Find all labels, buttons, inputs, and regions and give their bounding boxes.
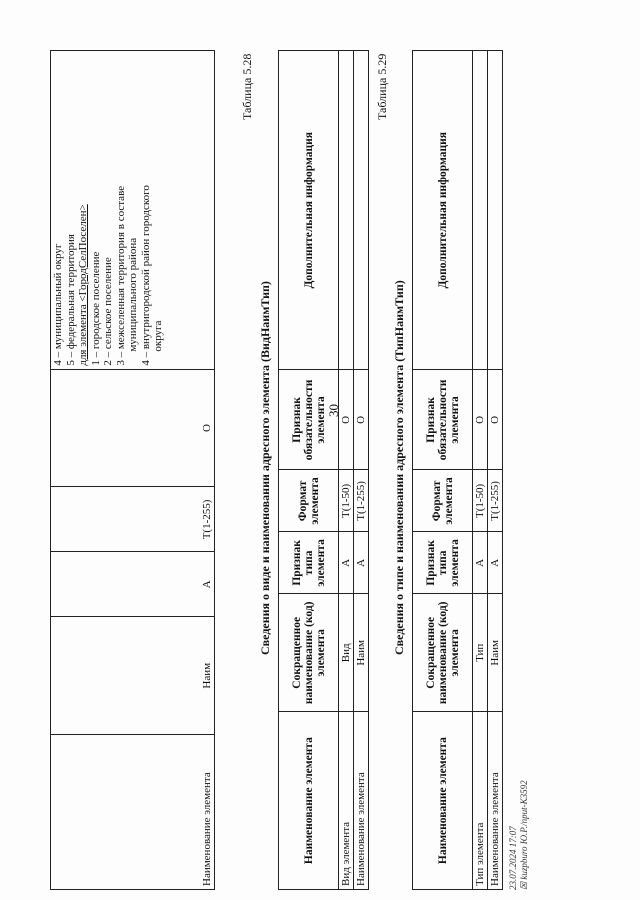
cell-name: Наименование элемента [354,712,369,890]
header-info: Дополнительная информация [413,51,473,370]
cont-row-info [51,51,215,370]
cell-code: Наим [354,594,369,712]
table-number-1: Таблица 5.28 [240,53,254,120]
info-line: 2 – сельское поселение [102,257,114,366]
cell-type: А [488,532,503,594]
header-type: Признак типа элемента [279,532,339,594]
continued-table [50,50,215,890]
cell-info [339,51,354,370]
footer-author: ☒ kuzpburo Ю.Р./приt-K3592 [519,780,529,890]
info-line: для элемента <ГородСелПоселен> [77,204,89,366]
info-line: 5 – федеральная территория [64,234,77,366]
header-format: Формат элемента [279,470,339,532]
footer-stamp [508,780,530,890]
cell-code: Вид [339,594,354,712]
rotated-content [0,40,640,900]
cell-type: А [354,532,369,594]
cell-required: О [488,370,503,470]
header-type: Признак типа элемента [413,532,473,594]
cell-name: Наименование элемента [488,712,503,890]
info-line: муниципального района [127,237,139,352]
cell-format: Т(1-50) [339,470,354,532]
cont-row-req: О [51,369,215,487]
info-line: округа [152,320,164,352]
header-code: Сокращенное наименование (код) элемента [413,594,473,712]
table-row [354,51,369,890]
cell-type: А [339,532,354,594]
cell-code: Наим [488,594,503,712]
cell-info [473,51,488,370]
cell-type: А [473,532,488,594]
table-row [488,51,503,890]
table-5-28 [278,50,369,890]
header-name: Наименование элемента [413,712,473,890]
header-name: Наименование элемента [279,712,339,890]
table-row [339,51,354,890]
header-info: Дополнительная информация [279,51,339,370]
cell-name: Тип элемента [473,712,488,890]
cont-row-code: Наим [51,617,215,735]
table-5-29 [412,50,503,890]
cell-required: О [354,370,369,470]
section-title-2: Сведения о типе и наименовании адресного элемента (ТипНаимТип) [392,280,406,655]
cell-info [488,51,503,370]
header-code: Сокращенное наименование (код) элемента [279,594,339,712]
info-line: 1 – городское поселение [89,251,102,366]
cell-format: Т(1-50) [473,470,488,532]
cont-row-type: А [51,552,215,617]
table-number-2: Таблица 5.29 [375,53,389,120]
cell-info [354,51,369,370]
cont-row-name: Наименование элемента [51,735,215,890]
cell-format: Т(1-255) [488,470,503,532]
cell-required: О [339,370,354,470]
info-line: 4 – муниципальный округ [52,243,64,366]
cell-required: О [473,370,488,470]
cell-format: Т(1-255) [354,470,369,532]
header-format: Формат элемента [413,470,473,532]
table-row [473,51,488,890]
cont-row-format: Т(1-255) [51,487,215,552]
section-title-1: Сведения о виде и наименовании адресного элемента (ВидНаимТип) [258,281,272,655]
header-required: Признак обязательности элемента [279,370,339,470]
info-line: 3 – межселенная территория в составе [114,185,127,366]
page-number: 30 [326,404,341,417]
info-line: 4 – внутригородской район городского [139,185,152,366]
cell-code: Тип [473,594,488,712]
cell-name: Вид элемента [339,712,354,890]
header-required: Признак обязательности элемента [413,370,473,470]
footer-date: 23.07.2024 17:07 [508,826,518,890]
